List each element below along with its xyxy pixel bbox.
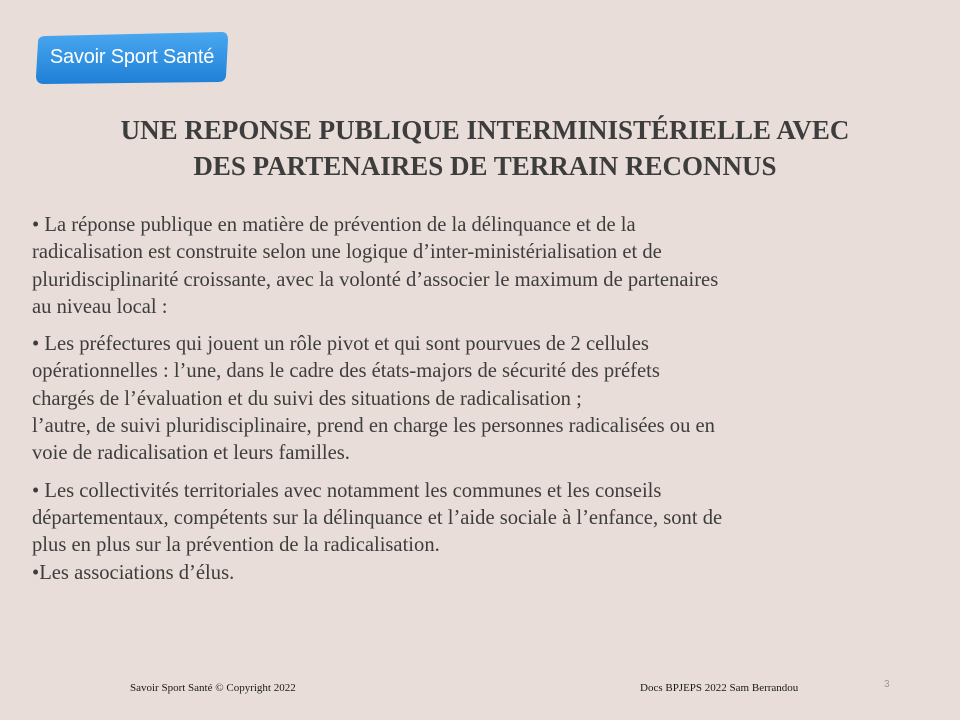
paragraph-cadre — [32, 212, 932, 321]
text-line: radicalisation est construite selon une logique d’inter-ministérialisation et de — [32, 241, 662, 264]
paragraph-prefectures — [32, 331, 932, 467]
text-line: • Les collectivités territoriales avec notamment les communes et les conseils — [32, 479, 662, 502]
text-line: chargés de l’évaluation et du suivi des situations de radicalisation ; — [32, 387, 582, 410]
page-number: 3 — [884, 679, 890, 690]
logo-text: Savoir Sport Santé — [49, 46, 215, 68]
title-line-1: UNE REPONSE PUBLIQUE INTERMINISTÉRIELLE AVEC — [120, 115, 850, 145]
text-line: l’autre, de suivi pluridisciplinaire, prend en charge les personnes radicalisées ou en — [32, 415, 715, 438]
text-line: voie de radicalisation et leurs familles. — [32, 442, 350, 465]
brand-logo — [34, 32, 230, 86]
slide-title — [40, 112, 930, 184]
slide-body — [32, 212, 932, 587]
text-line: • Les préfectures qui jouent un rôle pivot et qui sont pourvues de 2 cellules — [32, 333, 649, 356]
text-line: départementaux, compétents sur la délinquance et l’aide sociale à l’enfance, sont de — [32, 506, 723, 529]
text-line: au niveau local : — [32, 295, 168, 318]
text-line: • La réponse publique en matière de prévention de la délinquance et de la — [32, 214, 636, 236]
text-line: •Les associations d’élus. — [32, 561, 235, 584]
text-line: plus en plus sur la prévention de la radicalisation. — [32, 534, 440, 557]
footer-copyright: Savoir Sport Santé © Copyright 2022 — [130, 682, 296, 694]
text-line: pluridisciplinarité croissante, avec la volonté d’associer le maximum de partenaires — [32, 268, 719, 291]
text-line: opérationnelles : l’une, dans le cadre des états-majors de sécurité des préfets — [32, 360, 660, 383]
paragraph-collectivites — [32, 478, 932, 587]
title-line-2: DES PARTENAIRES DE TERRAIN RECONNUS — [193, 151, 777, 181]
footer-author: Docs BPJEPS 2022 Sam Berrandou — [640, 682, 799, 694]
